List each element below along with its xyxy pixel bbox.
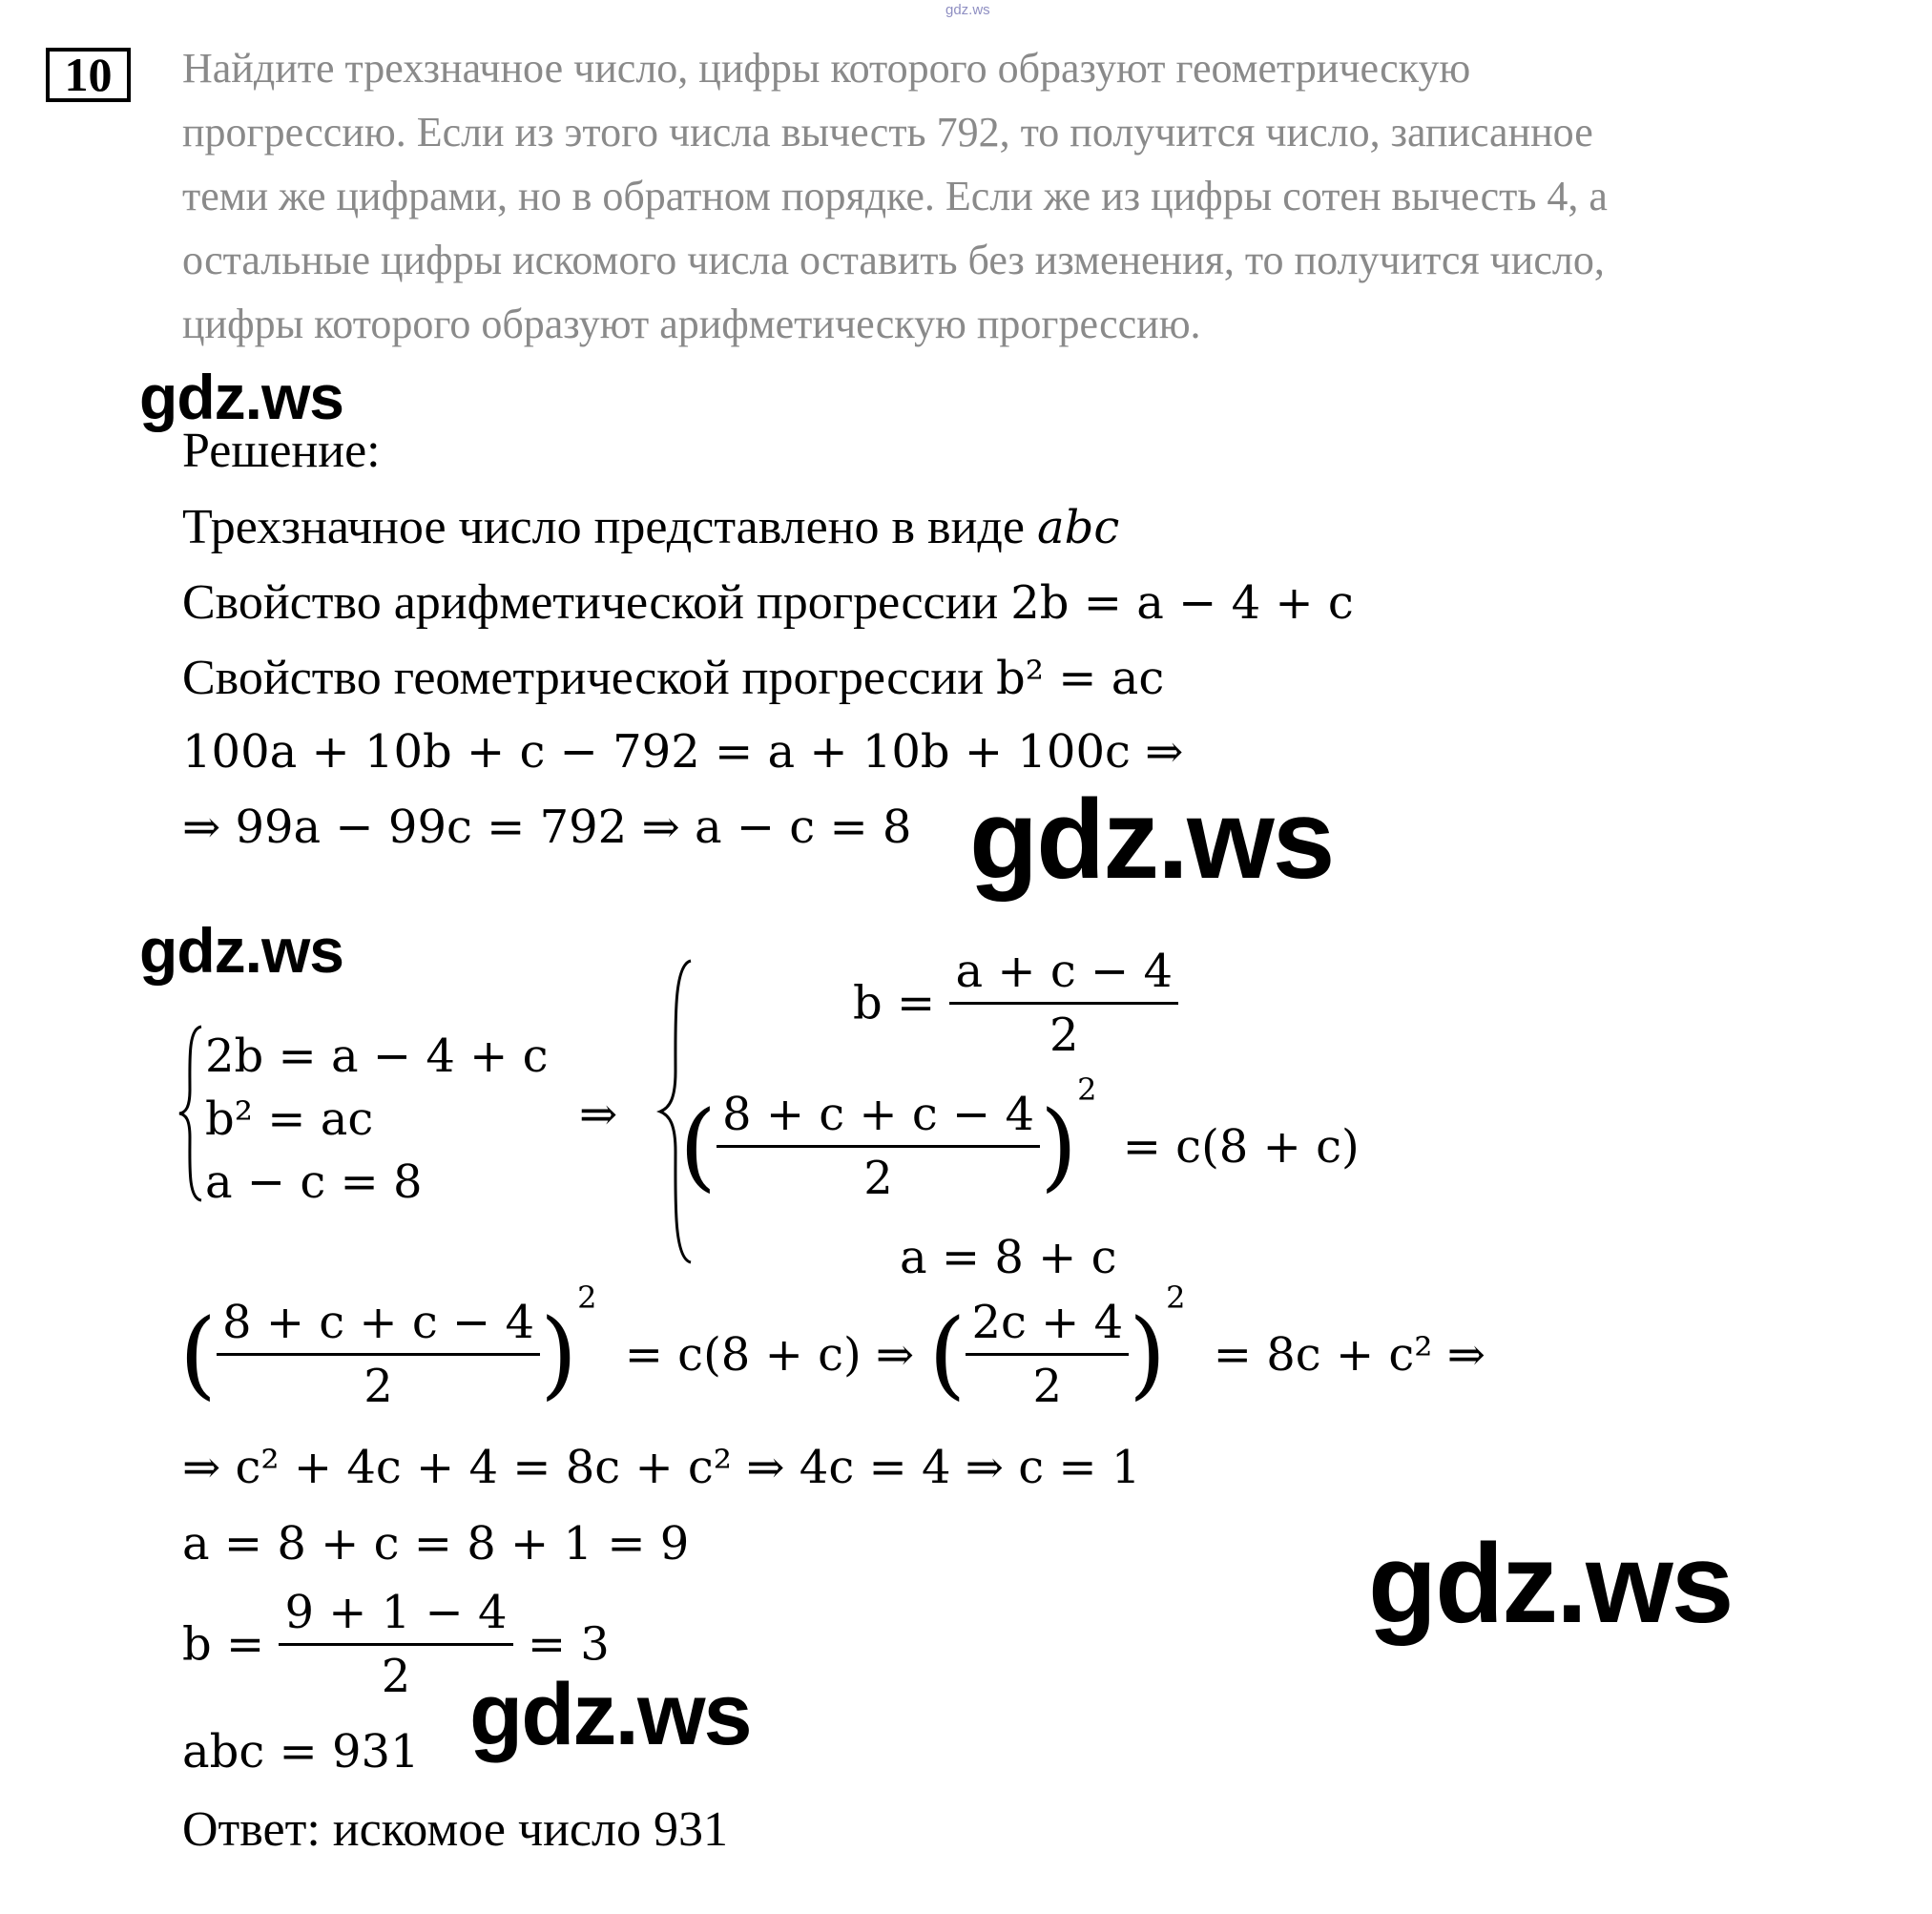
denominator: 2 <box>364 1360 393 1413</box>
line-text: Свойство арифметической прогрессии <box>182 575 1011 630</box>
solution-line-1 <box>182 500 1120 554</box>
watermark: gdz.ws <box>139 915 344 986</box>
problem-line: прогрессию. Если из этого числа вычесть 792, то получится число, записанное <box>182 109 1593 156</box>
problem-line: теми же цифрами, но в обратном порядке. Если же из цифры сотен вычесть 4, а <box>182 173 1608 219</box>
solution-line-10: abc = 931 <box>182 1725 420 1779</box>
system-eq: b² = ac <box>205 1092 374 1146</box>
eq6-rhs: = 8c + c² ⇒ <box>1213 1327 1486 1382</box>
system-eq: 2b = a − 4 + c <box>205 1030 549 1083</box>
solution-line-5: ⇒ 99a − 99c = 792 ⇒ a − c = 8 <box>182 801 912 854</box>
problem-number: 10 <box>46 48 131 102</box>
solution-line-9 <box>182 1586 610 1703</box>
left-brace-icon <box>177 1023 205 1204</box>
numerator: 8 + c + c − 4 <box>217 1296 540 1356</box>
b-expression <box>853 945 1178 1062</box>
b-lhs: b = <box>853 976 936 1030</box>
math-expr: abc <box>1036 501 1120 554</box>
solution-line-2 <box>182 575 1354 630</box>
exponent: 2 <box>1077 1071 1097 1108</box>
fraction <box>966 1296 1129 1413</box>
numerator: 2c + 4 <box>966 1296 1129 1356</box>
close-paren: ) <box>1129 1298 1167 1410</box>
math-expr: b² = ac <box>996 652 1165 705</box>
system-left <box>205 1025 549 1214</box>
problem-line: остальные цифры искомого числа оставить без изменения, то получится число, <box>182 237 1605 283</box>
problem-line: цифры которого образуют арифметическую прогрессию. <box>182 301 1201 347</box>
b-rhs: = 3 <box>527 1617 610 1672</box>
denominator: 2 <box>381 1650 411 1703</box>
answer: Ответ: искомое число 931 <box>182 1802 728 1857</box>
fraction <box>217 1296 540 1413</box>
denominator: 2 <box>1032 1360 1063 1413</box>
fraction <box>279 1586 512 1703</box>
denominator: 2 <box>1049 1009 1079 1062</box>
solution-line-4: 100a + 10b + c − 792 = a + 10b + 100c ⇒ <box>182 725 1184 779</box>
solution-heading: Решение: <box>182 424 381 478</box>
problem-line: Найдите трехзначное число, цифры которого образуют геометрическую <box>182 45 1471 92</box>
b-lhs: b = <box>182 1617 265 1672</box>
line-text: Трехзначное число представлено в виде <box>182 500 1037 554</box>
numerator: a + c − 4 <box>949 945 1178 1005</box>
implies-arrow: ⇒ <box>579 1088 618 1141</box>
solution-line-7: ⇒ c² + 4c + 4 = 8c + c² ⇒ 4c = 4 ⇒ c = 1 <box>182 1441 1141 1494</box>
exponent: 2 <box>577 1279 597 1316</box>
open-paren: ( <box>179 1298 218 1410</box>
header-watermark: gdz.ws <box>945 2 990 18</box>
open-paren: ( <box>928 1298 966 1410</box>
squared-rhs: = c(8 + c) <box>1122 1119 1360 1174</box>
equation-6 <box>179 1279 1486 1413</box>
open-paren: ( <box>679 1090 717 1202</box>
eq6-middle: = c(8 + c) ⇒ <box>624 1327 915 1382</box>
watermark: gdz.ws <box>469 1666 751 1763</box>
denominator: 2 <box>863 1152 893 1205</box>
watermark: gdz.ws <box>969 777 1334 903</box>
watermark: gdz.ws <box>139 362 344 432</box>
close-paren: ) <box>1040 1090 1078 1202</box>
watermark: gdz.ws <box>1368 1521 1733 1647</box>
a-equation: a = 8 + c <box>900 1231 1117 1284</box>
numerator: 8 + c + c − 4 <box>717 1088 1040 1148</box>
solution-line-3 <box>182 651 1165 705</box>
math-expr: 2b = a − 4 + c <box>1010 576 1354 630</box>
numerator: 9 + 1 − 4 <box>279 1586 512 1646</box>
system-eq: a − c = 8 <box>205 1155 423 1209</box>
solution-line-8: a = 8 + c = 8 + 1 = 9 <box>182 1517 690 1571</box>
line-text: Свойство геометрической прогрессии <box>182 651 997 705</box>
close-paren: ) <box>540 1298 578 1410</box>
exponent: 2 <box>1166 1279 1186 1316</box>
squared-expression <box>679 1071 1360 1205</box>
problem-text <box>182 36 1861 356</box>
fraction <box>717 1088 1040 1205</box>
fraction <box>949 945 1178 1062</box>
